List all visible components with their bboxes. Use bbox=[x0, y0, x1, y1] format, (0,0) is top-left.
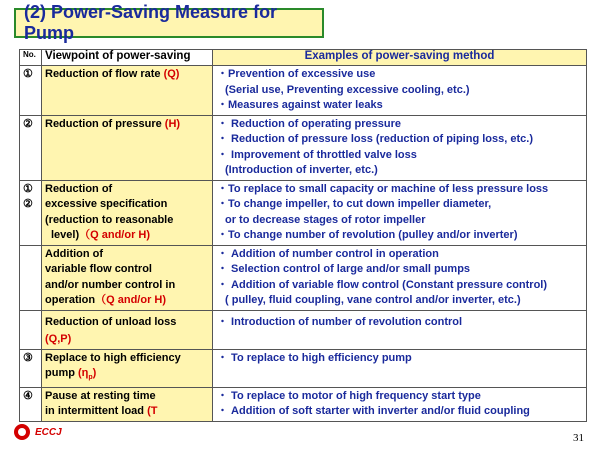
row-number bbox=[20, 310, 42, 349]
table-row bbox=[20, 115, 587, 180]
eccj-logo-icon bbox=[14, 424, 30, 440]
page-title: (2) Power-Saving Measure for Pump bbox=[24, 2, 278, 43]
table-row bbox=[20, 245, 587, 310]
viewpoint-cell: Pause at resting time in intermittent load (T bbox=[42, 387, 213, 421]
examples-cell: ・ Addition of number control in operation ・ Selection control of large and/or small pumps ・ Addition of variable flow control (Constant pressure control) ( pulley, fluid coupling, vane control and/or inverter, etc.) bbox=[213, 245, 587, 310]
eccj-logo bbox=[14, 424, 62, 440]
viewpoint-cell: Reduction of pressure (H) bbox=[42, 115, 213, 180]
table-row bbox=[20, 349, 587, 387]
table-row bbox=[20, 310, 587, 349]
table-header-row bbox=[20, 50, 587, 66]
row-number: ① bbox=[20, 66, 42, 116]
logo-text: ECCJ bbox=[35, 426, 62, 438]
header-examples: Examples of power-saving method bbox=[213, 50, 587, 66]
header-no: No. bbox=[20, 50, 42, 66]
examples-cell: ・Prevention of excessive use (Serial use, Preventing excessive cooling, etc.) ・Measures against water leaks bbox=[213, 66, 587, 116]
header-viewpoint: Viewpoint of power-saving bbox=[42, 50, 213, 66]
viewpoint-cell: Reduction of flow rate (Q) bbox=[42, 66, 213, 116]
table-row bbox=[20, 387, 587, 421]
examples-cell: ・ Introduction of number of revolution control bbox=[213, 310, 587, 349]
row-number: ① ② bbox=[20, 180, 42, 245]
examples-cell: ・To replace to small capacity or machine of less pressure loss ・To change impeller, to cut down impeller diameter, or to decrease stages of rotor impeller ・To change number of revolution (pulley and/or inverter) bbox=[213, 180, 587, 245]
row-number: ② bbox=[20, 115, 42, 180]
examples-cell: ・ To replace to motor of high frequency start type ・ Addition of soft starter with inverter and/or fluid coupling bbox=[213, 387, 587, 421]
examples-cell: ・ To replace to high efficiency pump bbox=[213, 349, 587, 387]
viewpoint-cell: Reduction of excessive specification (reduction to reasonable level)（Q and/or H) bbox=[42, 180, 213, 245]
viewpoint-cell: Replace to high efficiency pump $(\eta_p)$ bbox=[42, 349, 213, 387]
power-saving-table bbox=[19, 49, 587, 422]
examples-cell: ・ Reduction of operating pressure ・ Reduction of pressure loss (reduction of piping loss, etc.) ・ Improvement of throttled valve loss (Introduction of inverter, etc.) bbox=[213, 115, 587, 180]
page-number: 31 bbox=[573, 432, 584, 444]
table-row bbox=[20, 66, 587, 116]
row-number: ③ bbox=[20, 349, 42, 387]
viewpoint-cell: Reduction of unload loss (Q,P) bbox=[42, 310, 213, 349]
table-row bbox=[20, 180, 587, 245]
viewpoint-cell: Addition of variable flow control and/or number control in operation（Q and/or H) bbox=[42, 245, 213, 310]
title-box bbox=[14, 2, 324, 43]
row-number: ④ bbox=[20, 387, 42, 421]
row-number bbox=[20, 245, 42, 310]
